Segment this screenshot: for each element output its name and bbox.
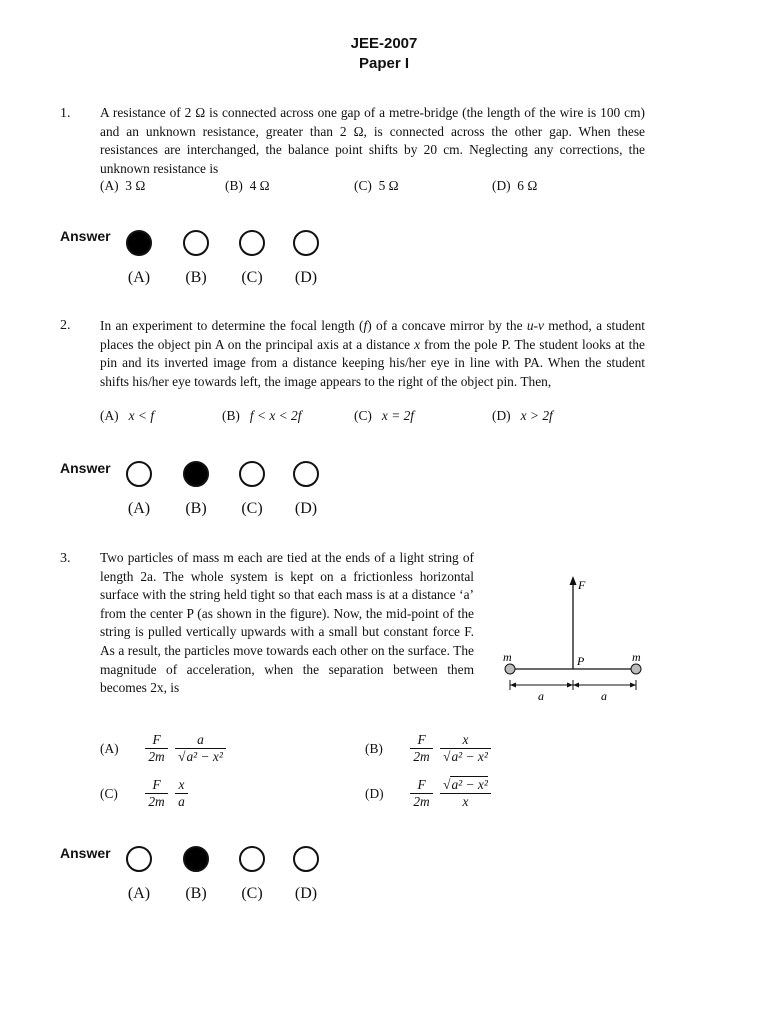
q2-option-a: (A) x < f — [100, 408, 155, 423]
q2-option-c: (C) x = 2f — [354, 408, 414, 423]
center-label: P — [577, 654, 585, 668]
mass-right-label: m — [632, 650, 641, 664]
force-arrow-icon — [570, 576, 577, 585]
q3-answer-bubble-c[interactable] — [239, 846, 265, 872]
bubble-label-d: (D) — [294, 500, 318, 517]
question-2-text: In an experiment to determine the focal length (f) of a concave mirror by the u-v method, a student places the object pin A on the principal axis at a distance x from the pole P. The student looks at the pin and its inverted image from a distance keeping his/her eye in line with PA. When the student shifts his/her eye towards left, the image appears to the right of the object pin. Then, — [100, 318, 646, 389]
bubble-label-a: (A) — [127, 269, 151, 286]
q3-answer-bubble-d[interactable] — [293, 846, 319, 872]
answer-label: Answer — [60, 460, 111, 476]
q1-answer-bubble-b[interactable] — [183, 230, 209, 256]
q1-answer-bubble-a[interactable] — [126, 230, 152, 256]
bubble-label-c: (C) — [241, 500, 263, 517]
dist-right-label: a — [601, 689, 607, 703]
q1-option-c: (C) 5 Ω — [354, 178, 399, 193]
bubble-label-b: (B) — [185, 500, 207, 517]
q3-option-d: (D) $\frac{F}{2m}$ $\frac{\text{√a² − x²}}{x}$ — [365, 777, 493, 810]
q2-option-d: (D) x > 2f — [492, 408, 553, 423]
exam-title: JEE-2007 — [350, 35, 418, 52]
question-1-text: A resistance of 2 Ω is connected across one gap of a metre-bridge (the length of the wire is 100 cm) and an unknown resistance, greater than 2 Ω, is connected across the other gap. When these resistances are interchanged, the balance point shifts by 20 cm. Neglecting any corrections, the unknown resistance is — [100, 105, 645, 176]
bubble-label-c: (C) — [241, 269, 263, 286]
question-2-number: 2. — [60, 318, 71, 333]
force-label: F — [578, 578, 586, 592]
bubble-label-c: (C) — [241, 885, 263, 902]
q3-answer-bubble-a[interactable] — [126, 846, 152, 872]
q3-option-b: (B) $\frac{F}{2m}$ $\frac{x}{\text{√a² − x²}}$ — [365, 732, 493, 765]
q2-answer-bubble-b[interactable] — [183, 461, 209, 487]
bubble-label-b: (B) — [185, 885, 207, 902]
q2-option-b: (B) f < x < 2f — [222, 408, 302, 423]
paper-subtitle: Paper I — [358, 55, 410, 72]
string-mass-figure — [498, 572, 648, 707]
q1-answer-bubble-c[interactable] — [239, 230, 265, 256]
bubble-label-d: (D) — [294, 269, 318, 286]
q3-option-c: (C) $\frac{F}{2m}$ $\frac{x}{a}$ — [100, 777, 190, 810]
mass-left-icon — [505, 664, 515, 674]
bubble-label-a: (A) — [127, 500, 151, 517]
q2-answer-bubble-c[interactable] — [239, 461, 265, 487]
answer-label: Answer — [60, 845, 111, 861]
mass-left-label: m — [503, 650, 512, 664]
answer-label: Answer — [60, 228, 111, 244]
bubble-label-b: (B) — [185, 269, 207, 286]
question-3-number: 3. — [60, 551, 71, 566]
question-1-number: 1. — [60, 106, 71, 121]
q3-answer-bubble-b[interactable] — [183, 846, 209, 872]
mass-right-icon — [631, 664, 641, 674]
q1-option-a: (A) 3 Ω — [100, 178, 146, 193]
bubble-label-a: (A) — [127, 885, 151, 902]
q2-answer-bubble-d[interactable] — [293, 461, 319, 487]
question-3-text: Two particles of mass m each are tied at the ends of a light string of length 2a. The whole system is kept on a frictionless horizontal surface with the string held tight so that each mass is at a distance ‘a’ from the center P (as shown in the figure). Now, the mid-point of the string is pulled vertically upwards with a small but constant force F. As a result, the particles move towards each other on the surface. The magnitude of acceleration, when the separation between them becomes 2x, is — [100, 550, 474, 696]
q3-option-a: (A) $\frac{F}{2m}$ $\frac{a}{\text{√a² − x²}}$ — [100, 732, 228, 765]
q2-answer-bubble-a[interactable] — [126, 461, 152, 487]
q1-option-b: (B) 4 Ω — [225, 178, 270, 193]
bubble-label-d: (D) — [294, 885, 318, 902]
dist-left-label: a — [538, 689, 544, 703]
q1-option-d: (D) 6 Ω — [492, 178, 538, 193]
q1-answer-bubble-d[interactable] — [293, 230, 319, 256]
